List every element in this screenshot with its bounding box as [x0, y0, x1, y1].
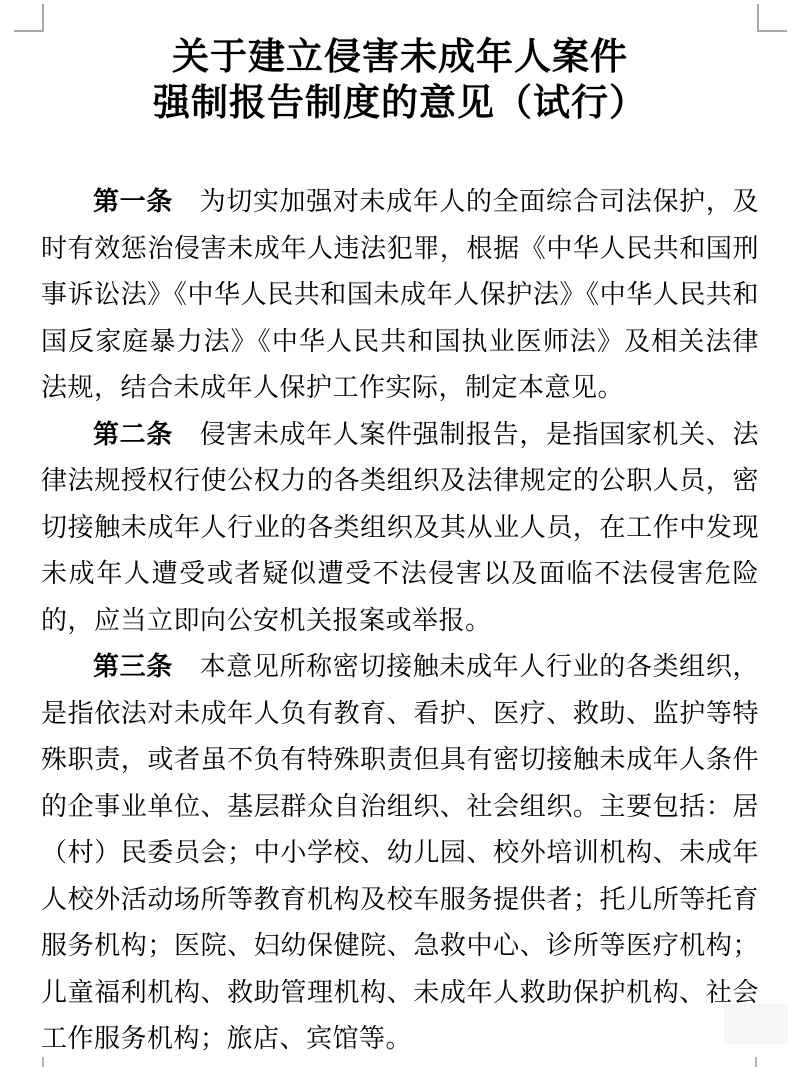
- document-body: [41, 179, 759, 1063]
- article-1-text: 为切实加强对未成年人的全面综合司法保护，及时有效惩治侵害未成年人违法犯罪，根据《中华人民共和国刑事诉讼法》《中华人民共和国未成年人保护法》《中华人民共和国反家庭暴力法》《中华人民共和国执业医师法》及相关法律法规，结合未成年人保护工作实际，制定本意见。: [41, 187, 759, 402]
- margin-crop-mark-top-left: [14, 4, 44, 32]
- article-2-label: 第二条: [93, 419, 173, 449]
- article-3-text: 本意见所称密切接触未成年人行业的各类组织，是指依法对未成年人负有教育、看护、医疗、救助、监护等特殊职责，或者虽不负有特殊职责但具有密切接触未成年人条件的企事业单位、基层群众自治组织、社会组织。主要包括：居（村）民委员会；中小学校、幼儿园、校外培训机构、未成年人校外活动场所等教育机构及校车服务提供者；托儿所等托育服务机构；医院、妇幼保健院、急救中心、诊所等医疗机构；儿童福利机构、救助管理机构、未成年人救助保护机构、社会工作服务机构；旅店、宾馆等。: [41, 652, 759, 1053]
- article-2-text: 侵害未成年人案件强制报告，是指国家机关、法律法规授权行使公权力的各类组织及法律规定的公职人员，密切接触未成年人行业的各类组织及其从业人员，在工作中发现未成年人遭受或者疑似遭受不法侵害以及面临不法侵害危险的，应当立即向公安机关报案或举报。: [41, 419, 759, 635]
- article-1-label: 第一条: [93, 187, 173, 216]
- page-title: [0, 0, 800, 127]
- article-3-label: 第三条: [93, 652, 173, 681]
- paragraph-article-2: [41, 412, 759, 645]
- watermark-artifact: [724, 1004, 788, 1044]
- title-line-2: 强制报告制度的意见（试行）: [153, 83, 647, 124]
- margin-crop-mark-bottom-right: [755, 1057, 757, 1067]
- paragraph-article-3: [41, 644, 759, 1063]
- margin-crop-mark-top-right: [757, 4, 787, 32]
- title-line-1: 关于建立侵害未成年人案件: [172, 37, 628, 78]
- margin-crop-mark-bottom-left: [42, 1057, 44, 1067]
- paragraph-article-1: [41, 179, 759, 412]
